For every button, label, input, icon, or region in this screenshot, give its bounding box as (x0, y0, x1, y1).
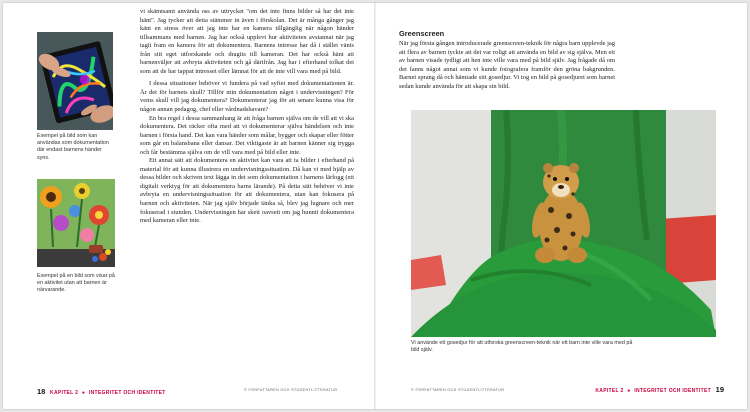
section-label-right: INTEGRITET OCH IDENTITET (634, 388, 711, 394)
publisher-right: © FÖRFATTAREN OCH STUDENTLITTERATUR (411, 388, 505, 392)
right-paragraph: När jag första gången introducerade greenscreen-teknik för några barn upplevde jag att flera av barnen tyckte att det var roligt att använda en bild av sig själva. Men ett av barnen visade tydligt att hen inte ville vara med på bild själv. Jag frågade då om det fanns något annat som vi kunde fotografera framför den gröna bakgrunden. Barnet sprang då och hämtade sitt gosedjur. Vi tog en bild på gosedjuret som barnet sedan kunde använda för att skapa sin bild. (399, 40, 615, 90)
page-right (375, 3, 747, 409)
tablet-drawing-image (37, 32, 113, 130)
page-left (3, 3, 375, 409)
flower-painting-image (37, 179, 115, 267)
left-paragraph: En bra regel i dessa sammanhang är att fråga barnen själva om de vill att vi ska dokumentera. Det räcker ofta med att vi dokumenterar själva händelsen och inte barnen i första hand. Det kan vara händer som målar, bygger och skapar eller fötter som går en balansbana eller dansar. Det viktigaste är att barnen känner sig trygga och får bestämma själva om de vill vara med på bild eller inte. (140, 114, 354, 156)
page-number-left: 18 (37, 387, 46, 396)
section-label-left: INTEGRITET OCH IDENTITET (88, 390, 166, 396)
chapter-label-right: KAPITEL 2 (595, 388, 624, 394)
left-footer (37, 387, 338, 396)
page-number-right: 19 (715, 385, 724, 394)
painting-photo-caption: Exempel på en bild som visar på en aktivitet utan att barnen är närvarande. (37, 273, 115, 294)
greenscreen-photo-caption: Vi använde ett gosedjur för att utforska greenscreen-teknik när ett barn inte ville vara med på bild själv. (411, 340, 633, 354)
left-paragraph: vi skämtsamt använda oss av uttrycket "om det inte finns bilder så har det inte hänt". Jag tycker att detta stämmer in även i förskolan. Det är många gånger jag känt en stress över att jag inte har en kamera tillgänglig när någon händer tillsammans med barnen. Jag har också upplevt hur aktiviteten avstannat när jag tagit fram en kamera för att dokumentera. Barnens intresse har då i stället vänts från sitt eget utforskande och dragits till kameran. Det har också hänt att barnenväljer att avbryta aktiviteten och gå därifrån. Jag har i efterhand tolkat det som att de har tappat intresset eller lämnat för att de inte vill vara med på bild. (140, 8, 354, 75)
greenscreen-photo (411, 110, 716, 337)
right-body-text (399, 40, 615, 91)
publisher-left: © FÖRFATTAREN OCH STUDENTLITTERATUR (244, 388, 338, 392)
book-spread (3, 3, 747, 409)
left-body-text (140, 8, 354, 226)
chapter-label-left: KAPITEL 2 (50, 390, 79, 396)
painting-photo (37, 179, 115, 267)
tablet-photo (37, 32, 113, 130)
footer-bullet-icon: ● (627, 388, 631, 394)
tablet-photo-caption: Exempel på bild som kan användas som dokumentation där endast barnens händer syns. (37, 133, 109, 161)
section-heading: Greenscreen (399, 29, 445, 38)
left-paragraph: I dessa situationer behöver vi fundera på vad syftet med dokumentationen är. Är det för barnets skull? Tillför min dokumentation något i undervisningen? För vems skull vill jag dokumentera? Dokumenterar jag för att senare kunna visa för någon annan pedagog, chef eller vårdnadshavare? (140, 80, 354, 114)
leopard-greenscreen-image (411, 110, 716, 337)
left-paragraph: Ett annat sätt att dokumentera en aktivitet kan vara att ta bilder i efterhand på material för att kunna illustrera en undervisningssituation. Då kan vi med hjälp av dessa bilder och skriven text lägga in det som dokumentation i barnens lärlogg (ett digitalt verktyg för att dokumentera barns lärande). På detta sätt behöver vi inte avbryta en undervisningssituation för att dokumentera, utan kan fokusera på barnen och aktiviteten. När jag själv började tänka så, blev jag lugnare och mer fokuserad i stunden. Undervisningen har skett oavsett om jag hunnit dokumentera med kameran eller inte. (140, 157, 354, 225)
footer-bullet-icon: ● (81, 390, 86, 396)
